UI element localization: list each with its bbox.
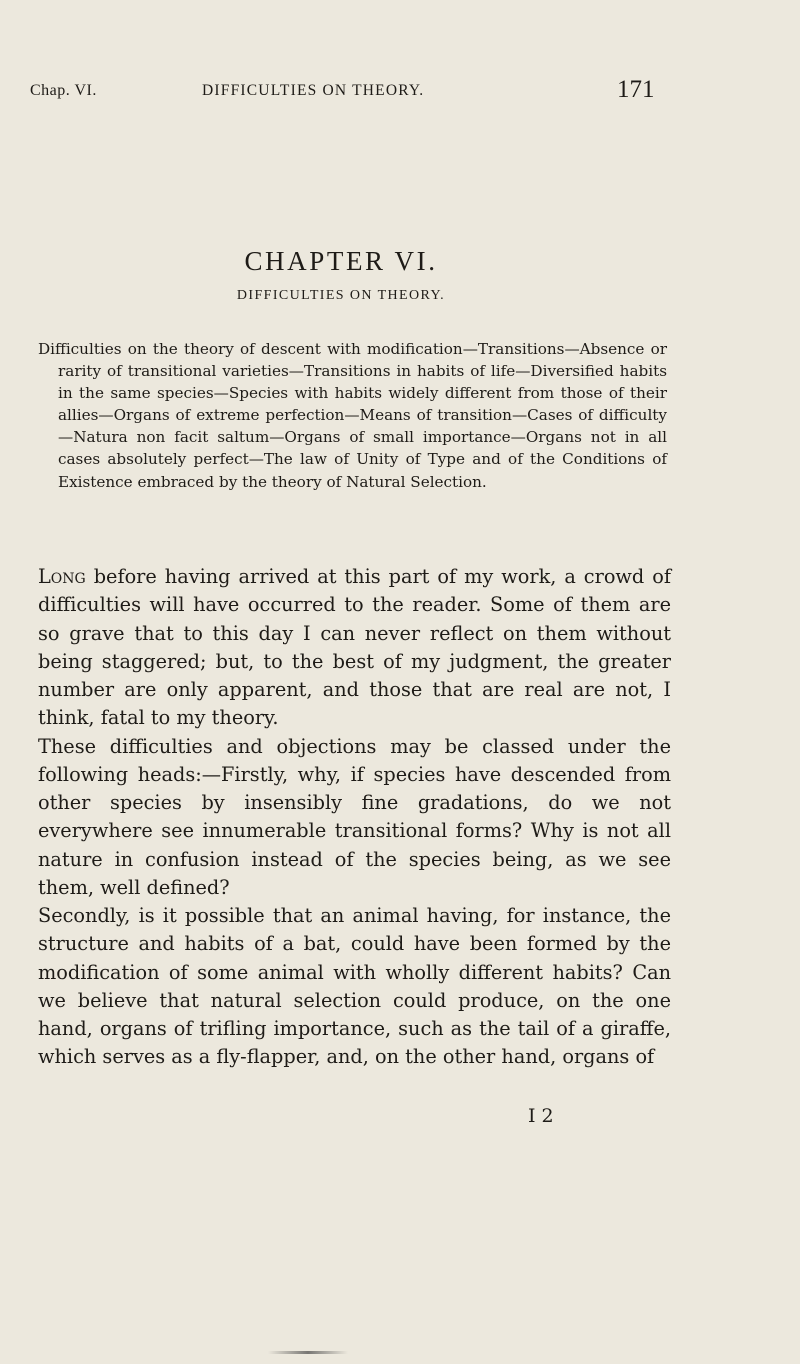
- signature-mark: I 2: [528, 1105, 554, 1127]
- paragraph-1: [38, 563, 671, 733]
- chapter-subtitle: DIFFICULTIES ON THEORY.: [236, 288, 446, 303]
- paragraph-1-text: before having arrived at this part of my work, a crowd of difficulties will have occurred to the reader. Some of them are so grave that to this day I can never reflect on them without being staggered; but, to the best of my judgment, the greater number are only apparent, and those that are real are not, I think, fatal to my theory.: [38, 565, 671, 730]
- running-head-title: DIFFICULTIES ON THEORY.: [202, 82, 425, 99]
- chapter-summary: Difficulties on the theory of descent with modification—Transitions—Absence or rarity of transitional varieties—Transitions in habits of life—Diversified habits in the same species—Species with habits widely different from those of their allies—Organs of extreme perfection—Means of transition—Cases of difficulty—Natura non facit saltum—Organs of small importance—Organs not in all cases absolutely perfect—The law of Unity of Type and of the Conditions of Existence embraced by the theory of Natural Selection.: [38, 340, 667, 491]
- body-text: [38, 563, 671, 1072]
- paragraph-3: Secondly, is it possible that an animal having, for instance, the structure and habits of a bat, could have been formed by the modification of some animal with wholly different habits? Can we believe that natural selection could produce, on the one hand, organs of trifling importance, such as the tail of a giraffe, which serves as a fly-flapper, and, on the other hand, organs of: [38, 904, 671, 1069]
- running-head-chapter: Chap. VI.: [30, 82, 97, 99]
- page-number: 171: [617, 76, 655, 103]
- running-head: [30, 78, 670, 108]
- paragraph-1-lead: Long: [38, 565, 86, 588]
- paragraph-2: These difficulties and objections may be classed under the following heads:—Firstly, why, if species have descended from other species by insensibly fine gradations, do we not everywhere see innumerable transitional forms? Why is not all nature in confusion instead of the species being, as we see them, well defined?: [38, 734, 671, 899]
- chapter-title: CHAPTER VI.: [244, 246, 438, 276]
- bottom-rule: [268, 1351, 348, 1354]
